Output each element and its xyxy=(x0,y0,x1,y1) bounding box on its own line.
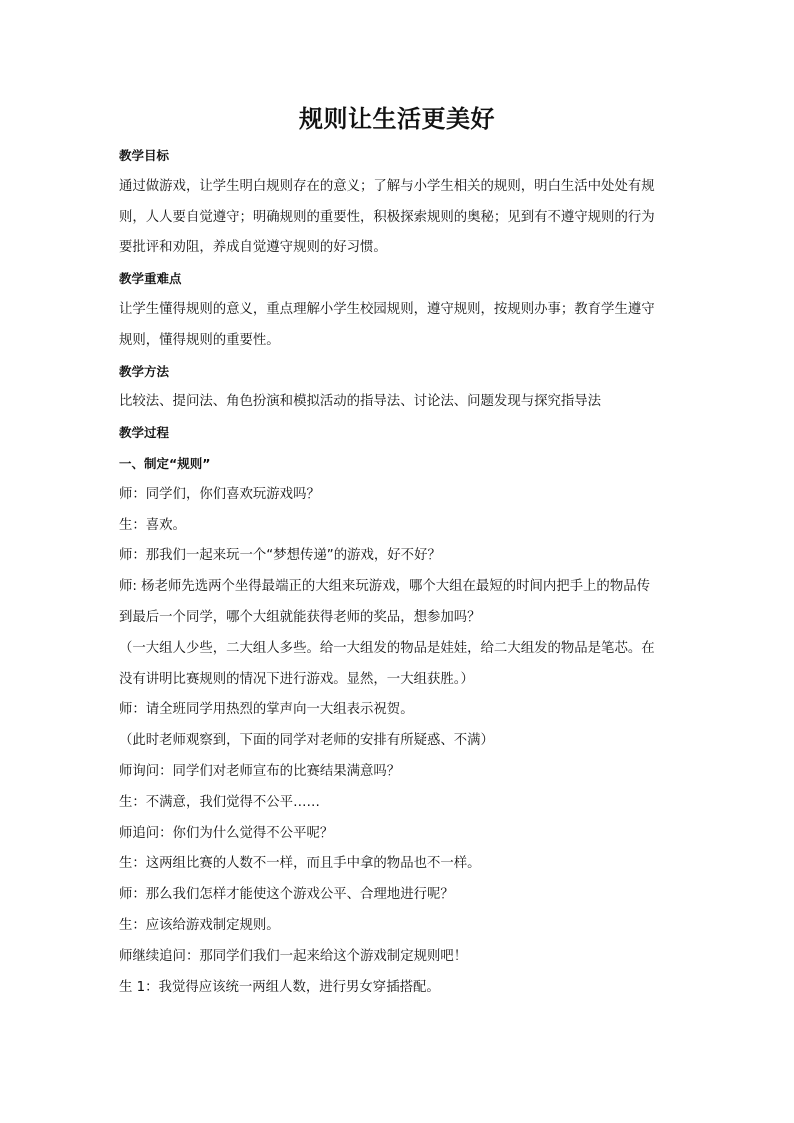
subsection-heading-make-rules: 一、制定“规则” xyxy=(119,455,211,471)
dialogue-line: 师：请全班同学用热烈的掌声向一大组表示祝贺。 xyxy=(119,702,414,718)
section-heading-methods: 教学方法 xyxy=(119,363,170,379)
document-title: 规则让生活更美好 xyxy=(299,105,495,133)
paragraph-line: 比较法、提问法、角色扮演和模拟活动的指导法、讨论法、问题发现与探究指导法 xyxy=(119,394,602,410)
dialogue-line: 师继续追问：那同学们我们一起来给这个游戏制定规则吧！ xyxy=(119,948,468,964)
dialogue-line: （一大组人少些，二大组人多些。给一大组发的物品是娃娃，给二大组发的物品是笔芯。在 xyxy=(119,640,655,656)
dialogue-line: 生 1：我觉得应该统一两组人数，进行男女穿插搭配。 xyxy=(119,979,440,995)
dialogue-line: （此时老师观察到，下面的同学对老师的安排有所疑惑、不满） xyxy=(119,733,494,749)
paragraph-line: 规则，懂得规则的重要性。 xyxy=(119,332,280,348)
dialogue-line: 没有讲明比赛规则的情况下进行游戏。显然，一大组获胜。） xyxy=(119,671,474,687)
dialogue-line: 师：那么我们怎样才能使这个游戏公平、合理地进行呢？ xyxy=(119,887,454,903)
dialogue-line: 生：喜欢。 xyxy=(119,517,186,533)
dialogue-line: 师追问：你们为什么觉得不公平呢？ xyxy=(119,825,334,841)
paragraph-line: 则，人人要自觉遵守；明确规则的重要性，积极探索规则的奥秘；见到有不遵守规则的行为 xyxy=(119,209,655,225)
dialogue-line: 生：不满意，我们觉得不公平…… xyxy=(119,794,320,810)
dialogue-line: 师询问：同学们对老师宣布的比赛结果满意吗？ xyxy=(119,763,401,779)
paragraph-line: 通过做游戏，让学生明白规则存在的意义；了解与小学生相关的规则，明白生活中处处有规 xyxy=(119,178,655,194)
dialogue-line: 师: 杨老师先选两个坐得最端正的大组来玩游戏，哪个大组在最短的时间内把手上的物品传 xyxy=(119,579,650,595)
document-body xyxy=(119,141,679,1003)
dialogue-line: 师：那我们一起来玩一个“梦想传递”的游戏，好不好？ xyxy=(119,548,441,564)
paragraph-line: 要批评和劝阻，养成自觉遵守规则的好习惯。 xyxy=(119,240,387,256)
paragraph-line: 让学生懂得规则的意义，重点理解小学生校园规则，遵守规则，按规则办事；教育学生遵守 xyxy=(119,301,655,317)
dialogue-line: 到最后一个同学，哪个大组就能获得老师的奖品，想参加吗？ xyxy=(119,609,481,625)
dialogue-line: 生：应该给游戏制定规则。 xyxy=(119,917,280,933)
section-heading-objectives: 教学目标 xyxy=(119,148,170,163)
section-heading-key-points: 教学重难点 xyxy=(119,271,182,287)
section-heading-process: 教学过程 xyxy=(119,425,170,441)
dialogue-line: 生：这两组比赛的人数不一样，而且手中拿的物品也不一样。 xyxy=(119,856,481,872)
dialogue-line: 师：同学们，你们喜欢玩游戏吗？ xyxy=(119,486,320,502)
